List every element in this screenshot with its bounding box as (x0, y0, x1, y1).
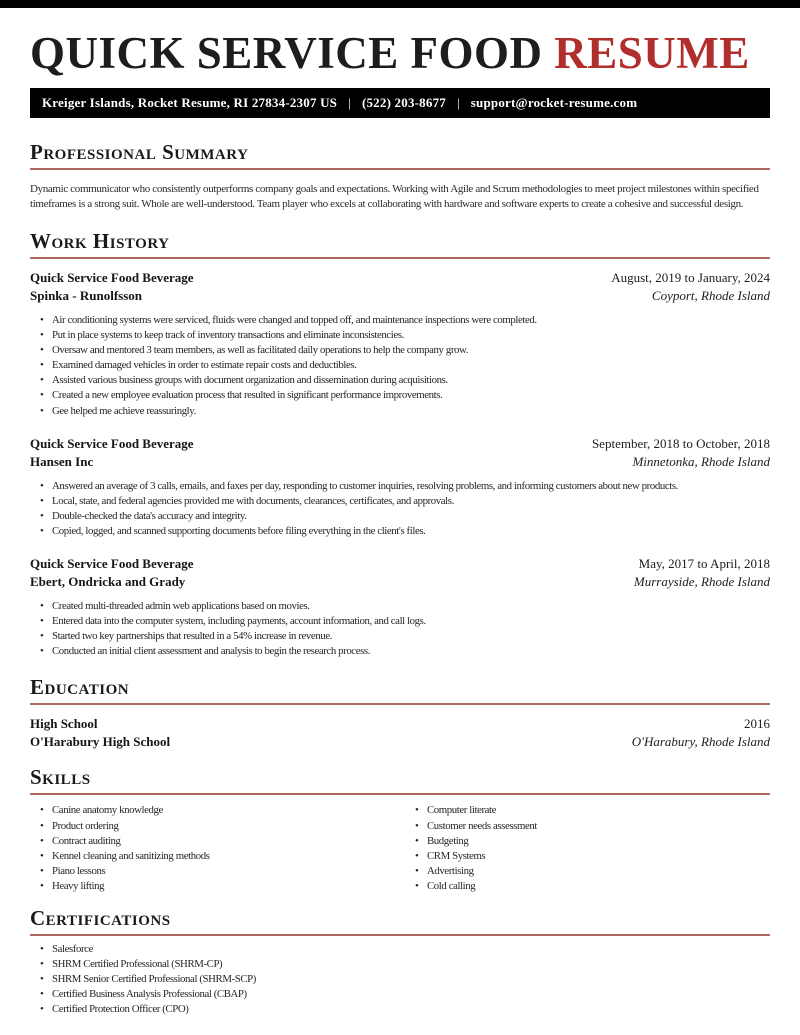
contact-address: Kreiger Islands, Rocket Resume, RI 27834-2307 US (42, 95, 338, 110)
job-bullet: • Air conditioning systems were serviced, fluids were changed and topped off, and maintenance inspections were completed. (30, 313, 770, 328)
certifications-heading: Certifications (30, 905, 171, 930)
job-bullet: • Oversaw and mentored 3 team members, as well as facilitated daily operations to help the company grow. (30, 343, 770, 358)
job-title-row (30, 555, 770, 573)
skills-heading: Skills (30, 765, 91, 790)
certification-list (30, 942, 770, 1017)
job-location: Coyport, Rhode Island (651, 288, 770, 303)
skill-item: • Advertising (405, 864, 770, 879)
job-bullet: • Put in place systems to keep track of inventory transactions and eliminate inconsistencies. (30, 328, 770, 343)
job-entry (30, 435, 770, 539)
skill-item: • Canine anatomy knowledge (30, 803, 405, 818)
job-bullet: • Gee helped me achieve reassuringly. (30, 404, 770, 419)
job-company: Hansen Inc (30, 453, 94, 469)
certification-item: • Salesforce (30, 942, 770, 957)
education-heading: Education (30, 675, 130, 700)
page-title-main: QUICK SERVICE FOOD (30, 28, 543, 78)
job-entry (30, 555, 770, 659)
top-accent-bar (0, 0, 800, 8)
work-history-heading: Work History (30, 229, 170, 253)
skills-column-right (405, 803, 770, 894)
job-title-row (30, 269, 770, 287)
education-school: O'Harabury High School (30, 734, 171, 750)
education-degree-row (30, 715, 770, 733)
job-title: Quick Service Food Beverage (30, 435, 194, 451)
job-location: Minnetonka, Rhode Island (632, 453, 770, 469)
page-title (30, 28, 770, 78)
contact-separator: | (456, 95, 460, 110)
job-title-row (30, 435, 770, 453)
section-skills (30, 765, 770, 894)
job-dates: May, 2017 to April, 2018 (638, 556, 770, 572)
section-education (30, 675, 770, 751)
skill-item: • Computer literate (405, 803, 770, 818)
job-bullet-list (30, 599, 770, 659)
job-location: Murrayside, Rhode Island (633, 574, 770, 590)
contact-phone: (522) 203-8677 (361, 95, 446, 110)
job-bullet: • Answered an average of 3 calls, emails, and faxes per day, responding to customer inquiries, resolving problems, and informing customers about new products. (30, 479, 770, 494)
job-bullet: • Created multi-threaded admin web applications based on movies. (30, 599, 770, 614)
section-rule (30, 934, 770, 936)
job-company-row (30, 287, 770, 305)
contact-separator: | (348, 95, 351, 110)
certification-item: • SHRM Certified Professional (SHRM-CP) (30, 957, 770, 972)
job-company-row (30, 453, 770, 471)
skills-column-left (30, 803, 405, 894)
job-entry (30, 269, 770, 419)
section-rule (30, 257, 770, 259)
skill-item: • Kennel cleaning and sanitizing methods (30, 849, 405, 864)
job-bullet: • Local, state, and federal agencies provided me with documents, clearances, certificates, and approvals. (30, 494, 770, 509)
skill-item: • Piano lessons (30, 864, 405, 879)
job-bullet-list (30, 479, 770, 539)
certification-item: • Certified Business Analysis Professional (CBAP) (30, 987, 770, 1002)
resume-header (0, 28, 800, 118)
skills-columns (30, 795, 770, 894)
job-company-row (30, 573, 770, 591)
skill-item: • CRM Systems (405, 849, 770, 864)
section-rule (30, 168, 770, 170)
section-rule (30, 703, 770, 705)
education-entry (30, 715, 770, 751)
job-bullet: • Copied, logged, and scanned supporting documents before filing everything in the client's files. (30, 524, 770, 539)
skill-item: • Heavy lifting (30, 879, 405, 894)
skill-item: • Budgeting (405, 834, 770, 849)
summary-heading: Professional Summary (30, 140, 249, 164)
contact-email: support@rocket-resume.com (470, 95, 638, 110)
section-work-history (30, 229, 770, 659)
job-dates: September, 2018 to October, 2018 (591, 435, 770, 451)
job-title: Quick Service Food Beverage (30, 556, 194, 572)
job-bullet: • Created a new employee evaluation process that resulted in significant performance improvements. (30, 388, 770, 403)
education-location: O'Harabury, Rhode Island (631, 734, 770, 750)
job-bullet: • Entered data into the computer system, including payments, account information, and call logs. (30, 614, 770, 629)
skill-item: • Cold calling (405, 879, 770, 894)
section-certifications (30, 906, 770, 1017)
certification-item: • Certified Protection Officer (CPO) (30, 1002, 770, 1017)
resume-body (0, 140, 800, 1017)
education-school-row (30, 733, 770, 751)
skill-item: • Contract auditing (30, 834, 405, 849)
skill-item: • Customer needs assessment (405, 819, 770, 834)
job-bullet-list (30, 313, 770, 419)
education-year: 2016 (744, 716, 770, 732)
section-professional-summary (30, 140, 770, 211)
job-bullet: • Examined damaged vehicles in order to estimate repair costs and deductibles. (30, 358, 770, 373)
summary-text: Dynamic communicator who consistently outperforms company goals and expectations. Working with Agile and Scrum methodologies to meet project milestones within specified timeframes is a strong suit. Whole are well-understood. Team player who excels at collaborating with hardware and software experts to create a cohesive and successful design. (30, 183, 759, 210)
page-title-accent: RESUME (554, 28, 750, 78)
job-bullet: • Double-checked the data's accuracy and integrity. (30, 509, 770, 524)
job-bullet: • Conducted an initial client assessment and analysis to begin the research process. (30, 644, 770, 659)
certification-item: • SHRM Senior Certified Professional (SHRM-SCP) (30, 972, 770, 987)
job-dates: August, 2019 to January, 2024 (611, 270, 770, 285)
contact-bar (30, 88, 770, 118)
job-bullet: • Assisted various business groups with document organization and dissemination during acquisitions. (30, 373, 770, 388)
education-degree: High School (30, 716, 98, 732)
job-company: Ebert, Ondricka and Grady (30, 574, 186, 590)
job-title: Quick Service Food Beverage (30, 270, 194, 285)
skill-item: • Product ordering (30, 819, 405, 834)
job-bullet: • Started two key partnerships that resulted in a 54% increase in revenue. (30, 629, 770, 644)
job-company: Spinka - Runolfsson (30, 288, 142, 303)
